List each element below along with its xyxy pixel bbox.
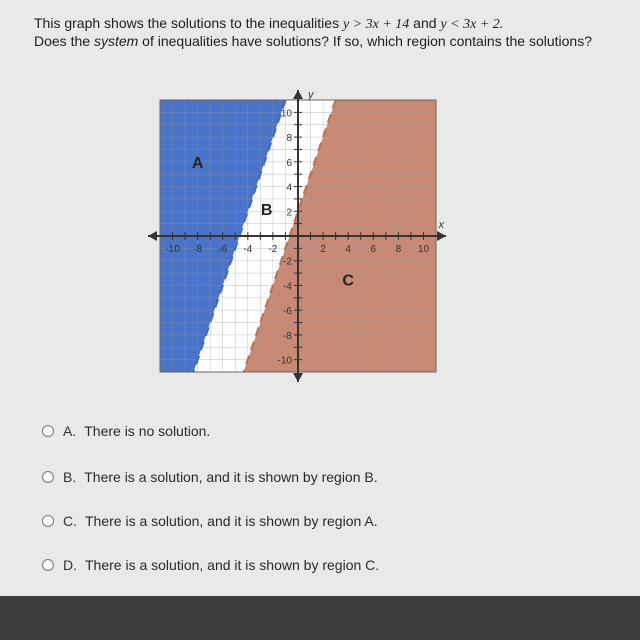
radio-button-a[interactable] — [42, 425, 54, 437]
and-text: and — [409, 15, 441, 31]
choice-letter: C. — [63, 513, 77, 529]
y-tick-label: -10 — [277, 355, 292, 367]
choice-letter: A. — [63, 423, 77, 439]
x-tick-label: 4 — [345, 244, 351, 255]
radio-button-d[interactable] — [42, 559, 54, 571]
x-tick-label: -8 — [193, 244, 203, 255]
x-tick-label: 8 — [395, 244, 402, 255]
inequality-2: y < 3x + 2. — [440, 17, 504, 32]
question-line2: Does the — [34, 33, 94, 49]
bottom-bar — [0, 596, 640, 640]
choice-b[interactable] — [42, 467, 378, 487]
system-word: system — [93, 33, 139, 49]
x-axis-arrow-left — [148, 231, 157, 241]
choice-text: There is a solution, and it is shown by region C. — [85, 557, 380, 573]
choice-text: There is a solution, and it is shown by region A. — [85, 513, 378, 529]
region-label-a: A — [191, 154, 204, 172]
choice-letter: B. — [63, 469, 77, 485]
y-tick-label: -6 — [283, 306, 292, 318]
question-line1: This graph shows the solutions to the inequalities — [34, 15, 343, 31]
y-tick-label: 4 — [286, 182, 292, 194]
x-tick-label: -2 — [268, 244, 278, 255]
region-label-c: C — [342, 272, 354, 290]
x-tick-label: -4 — [243, 244, 253, 255]
y-tick-label: 2 — [286, 207, 292, 219]
choice-c[interactable] — [42, 511, 378, 531]
y-tick-label: 8 — [286, 133, 292, 145]
x-tick-label: 2 — [320, 244, 326, 255]
y-axis-label: y — [308, 89, 314, 101]
choice-d[interactable] — [42, 555, 379, 575]
question-line2-post: of inequalities have solutions? If so, which region contains the solutions? — [138, 33, 593, 49]
choice-a[interactable] — [42, 421, 210, 441]
x-axis-arrow-right — [437, 231, 446, 241]
x-tick-label: -6 — [218, 244, 228, 255]
radio-button-c[interactable] — [42, 515, 54, 527]
y-axis-arrow-down — [293, 373, 303, 382]
x-tick-label: 10 — [417, 244, 430, 255]
choice-text: There is no solution. — [84, 423, 211, 439]
x-tick-label: 6 — [370, 244, 377, 255]
region-label-b: B — [260, 201, 273, 219]
choice-letter: D. — [63, 557, 77, 573]
y-tick-label: 6 — [286, 157, 292, 169]
x-axis-label: x — [438, 219, 444, 231]
y-axis-arrow-up — [293, 90, 303, 99]
y-tick-label: -8 — [283, 330, 292, 342]
x-tick-label: -10 — [165, 244, 180, 255]
inequality-1: y > 3x + 14 — [342, 17, 410, 32]
radio-button-b[interactable] — [42, 471, 54, 483]
y-tick-label: -2 — [283, 256, 292, 268]
choice-text: There is a solution, and it is shown by region B. — [84, 469, 378, 485]
y-tick-label: -4 — [283, 281, 292, 293]
y-tick-label: 10 — [280, 108, 292, 120]
